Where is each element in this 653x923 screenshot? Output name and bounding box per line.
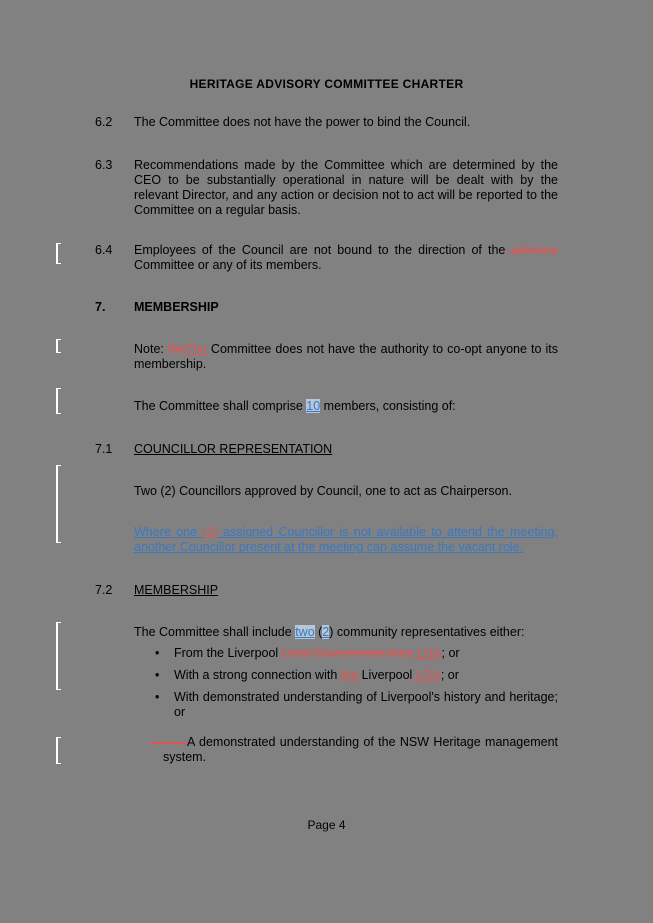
paragraph-text [134, 243, 558, 273]
comprise-paragraph [134, 399, 558, 414]
text-run: Committee or any of its members. [134, 258, 322, 272]
inserted-text: LGA [413, 646, 442, 660]
paragraph-number: 6.4 [95, 243, 113, 257]
list-item-text: With demonstrated understanding of Liverpool's history and heritage; or [174, 690, 558, 719]
text-run: community representatives either: [333, 625, 525, 639]
include-paragraph [134, 625, 558, 640]
paragraph-text: Recommendations made by the Committee which are determined by the CEO to be substantially operational in nature will be dealt with by the relevant Director, and any action or decision not to act will be reported to the Committee on a regular basis. [134, 158, 558, 217]
deleted-text: advisory [505, 243, 558, 257]
inserted-number: 2 [322, 625, 330, 639]
section-7-heading [95, 300, 558, 315]
text-run: The Committee shall include [134, 625, 296, 639]
text-run: Committee does not have the authority to co-opt anyone to its membership. [134, 342, 558, 371]
text-run: ; or [440, 668, 459, 682]
deleted-text: the [167, 342, 186, 356]
change-bar-4 [56, 465, 61, 543]
paragraph-text: The Committee does not have the power to bind the Council. [134, 115, 471, 129]
heading-number: 7.2 [95, 583, 113, 597]
change-bar-6 [56, 737, 61, 764]
inserted-text: assigned Councillor is not available to attend the meeting, another Councillor present at the meeting can assume the vacant role. [134, 525, 558, 554]
text-run: members, consisting of: [320, 399, 456, 413]
change-bar-3 [56, 388, 61, 414]
paragraph-number: 6.2 [95, 115, 113, 129]
heading-text: MEMBERSHIP [134, 583, 219, 597]
section-6-3 [95, 158, 558, 218]
note-paragraph [134, 342, 558, 372]
text-run: The Committee shall comprise [134, 399, 307, 413]
bullet-icon: • [155, 646, 160, 660]
councillors-paragraph: Two (2) Councillors approved by Council, one to act as Chairperson. [134, 484, 512, 498]
bullet-icon: • [155, 668, 160, 682]
list-item-text [174, 668, 558, 683]
change-bar-5 [56, 622, 61, 690]
page-number: Page 4 [307, 818, 346, 832]
inserted-text: Where one [134, 525, 203, 539]
text-run: Liverpool [361, 668, 413, 682]
inserted-word: two [295, 625, 315, 639]
list-item [155, 690, 558, 720]
section-6-2 [95, 115, 558, 130]
heading-number: 7.1 [95, 442, 113, 456]
change-bar-1 [56, 243, 61, 264]
change-bar-2 [56, 339, 61, 353]
heading-text: COUNCILLOR REPRESENTATION [134, 442, 333, 456]
inserted-number: 10 [306, 399, 321, 413]
text-run: ; or [441, 646, 460, 660]
text-run: Note: [134, 342, 168, 356]
inserted-text: LGA [412, 668, 441, 682]
section-6-4 [95, 243, 558, 273]
heading-text: MEMBERSHIP [134, 300, 219, 314]
text-run: ( [314, 625, 323, 639]
inserted-text: The [185, 342, 207, 356]
document-title: HERITAGE ADVISORY COMMITTEE CHARTER [189, 77, 464, 91]
inserted-text-red: (1) [202, 525, 218, 539]
bullet-icon: • [155, 690, 160, 704]
list-item-text [174, 646, 558, 661]
list-item [155, 646, 558, 661]
text-run: ) [329, 625, 334, 639]
deleted-text: Local Government Area [281, 646, 414, 660]
text-run: Employees of the Council are not bound to the direction of the [134, 243, 506, 257]
list-item-unbulleted: A demonstrated understanding of the NSW Heritage management system. [163, 735, 558, 764]
paragraph-number: 6.3 [95, 158, 113, 172]
section-7-2-heading [95, 583, 558, 598]
section-7-1-heading [95, 442, 558, 457]
text-run: From the Liverpool [174, 646, 282, 660]
inserted-text: the [340, 668, 362, 682]
list-item [155, 668, 558, 683]
inserted-paragraph [134, 525, 558, 555]
text-run: With a strong connection with [174, 668, 341, 682]
heading-number: 7. [95, 300, 106, 314]
